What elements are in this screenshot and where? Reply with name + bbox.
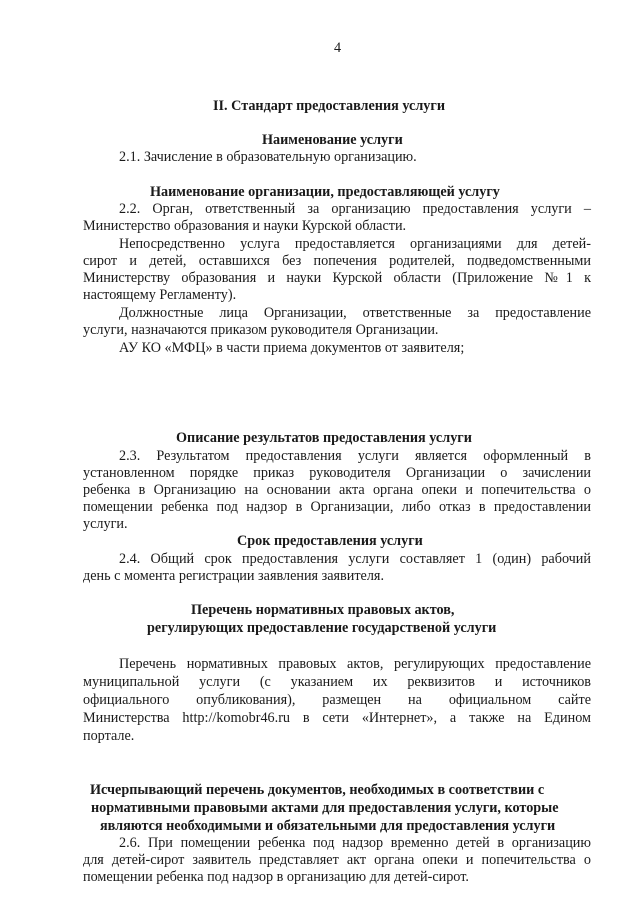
paragraph-2-2d: АУ КО «МФЦ» в части приема документов от заявителя; — [119, 340, 465, 356]
paragraph-2-6-line: 2.6. При помещении ребенка под надзор временно детей в организацию — [119, 835, 591, 851]
paragraph-2-6-line: для детей-сирот заявитель представляет акт органа опеки и попечительства о — [83, 852, 591, 868]
heading-service-name: Наименование услуги — [262, 132, 403, 148]
paragraph-2-2b-line: настоящему Регламенту). — [83, 287, 237, 303]
paragraph-2-5-line: Перечень нормативных правовых актов, регулирующих предоставление — [119, 656, 591, 672]
paragraph-2-4-line: день с момента регистрации заявления заявителя. — [83, 568, 384, 584]
paragraph-2-5-line: муниципальной услуги (с указанием их реквизитов и источников — [83, 674, 591, 690]
heading-organization: Наименование организации, предоставляющей услугу — [150, 184, 500, 200]
paragraph-2-5-line: официального опубликования), размещен на официальном сайте — [83, 692, 591, 708]
paragraph-2-1: 2.1. Зачисление в образовательную организацию. — [119, 149, 417, 165]
paragraph-2-5-line: портале. — [83, 728, 135, 744]
paragraph-2-3-line: ребенка в Организацию на основании акта органа опеки и попечительства о — [83, 482, 591, 498]
paragraph-2-3-line: 2.3. Результатом предоставления услуги является оформленный в — [119, 448, 591, 464]
heading-documents: нормативными правовыми актами для предоставления услуги, которые — [91, 800, 559, 816]
paragraph-2-2b-line: Министерству образования и науки Курской области (Приложение №1 к — [83, 270, 591, 286]
paragraph-2-2b-line: Непосредственно услуга предоставляется организациями для детей- — [119, 236, 591, 252]
heading-legal-acts: Перечень нормативных правовых актов, — [191, 602, 455, 618]
page-number: 4 — [334, 40, 342, 56]
paragraph-2-3-line: помещении ребенка под надзор в Организации, либо отказ в предоставлении — [83, 499, 591, 515]
paragraph-2-2-line: Министерство образования и науки Курской области. — [83, 218, 407, 234]
heading-legal-acts: регулирующих предоставление государственой услуги — [147, 620, 497, 636]
heading-term: Срок предоставления услуги — [237, 533, 423, 549]
heading-documents: являются необходимыми и обязательными для предоставления услуги — [100, 818, 556, 834]
paragraph-2-2c-line: услуги, назначаются приказом руководителя Организации. — [83, 322, 439, 338]
paragraph-2-4-line: 2.4. Общий срок предоставления услуги составляет 1 (один) рабочий — [119, 551, 591, 567]
section-heading: II. Стандарт предоставления услуги — [213, 98, 446, 114]
paragraph-2-3-line: услуги. — [83, 516, 128, 532]
paragraph-2-3-line: установленном порядке приказ руководителя Организации о зачислении — [83, 465, 591, 481]
paragraph-2-5-line: Министерства http://komobr46.ru в сети «Интернет», а также на Едином — [83, 710, 591, 726]
paragraph-2-6-line: помещении ребенка под надзор в организацию для детей-сирот. — [83, 869, 469, 885]
paragraph-2-2c-line: Должностные лица Организации, ответственные за предоставление — [119, 305, 591, 321]
paragraph-2-2-line: 2.2. Орган, ответственный за организацию предоставления услуги – — [119, 201, 591, 217]
heading-documents: Исчерпывающий перечень документов, необходимых в соответствии с — [90, 782, 545, 798]
heading-results: Описание результатов предоставления услуги — [176, 430, 472, 446]
paragraph-2-2b-line: сирот и детей, оставшихся без попечения родителей, подведомственными — [83, 253, 591, 269]
